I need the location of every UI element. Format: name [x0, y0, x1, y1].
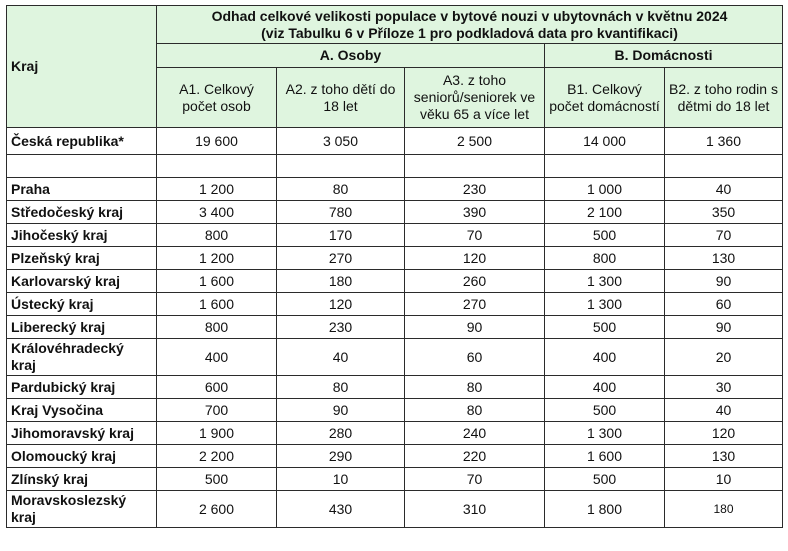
column-header-a2: A2. z toho dětí do 18 let — [277, 68, 405, 128]
cell-a1: 1 600 — [157, 270, 277, 293]
cell-a1: 800 — [157, 316, 277, 339]
cell-a2: 3 050 — [277, 128, 405, 155]
cell-a1: 1 200 — [157, 178, 277, 201]
row-name: Karlovarský kraj — [7, 270, 157, 293]
cell-a2: 40 — [277, 339, 405, 376]
cell-a1: 1 600 — [157, 293, 277, 316]
cell-a1: 19 600 — [157, 128, 277, 155]
cell-b2: 20 — [665, 339, 783, 376]
cell-b1: 2 100 — [545, 201, 665, 224]
row-name: Středočeský kraj — [7, 201, 157, 224]
cell-b1: 500 — [545, 316, 665, 339]
table-row — [7, 376, 783, 399]
cell-a1: 500 — [157, 468, 277, 491]
cell-a2: 430 — [277, 491, 405, 528]
cell-a2: 230 — [277, 316, 405, 339]
cell-a3: 80 — [405, 376, 545, 399]
cell-b1: 500 — [545, 468, 665, 491]
row-name: Praha — [7, 178, 157, 201]
cell-b2: 130 — [665, 247, 783, 270]
cell-b2: 40 — [665, 399, 783, 422]
row-name: Pardubický kraj — [7, 376, 157, 399]
spacer-cell — [277, 155, 405, 178]
column-header-b2: B2. z toho rodin s dětmi do 18 let — [665, 68, 783, 128]
table-row — [7, 270, 783, 293]
cell-a1: 2 200 — [157, 445, 277, 468]
table-wrapper — [6, 5, 783, 528]
row-name: Jihočeský kraj — [7, 224, 157, 247]
cell-b2: 90 — [665, 270, 783, 293]
cell-b1: 800 — [545, 247, 665, 270]
cell-a3: 230 — [405, 178, 545, 201]
cell-b2: 90 — [665, 316, 783, 339]
cell-b1: 1 600 — [545, 445, 665, 468]
cell-a3: 240 — [405, 422, 545, 445]
spacer-cell — [545, 155, 665, 178]
row-name: Ústecký kraj — [7, 293, 157, 316]
cell-a3: 2 500 — [405, 128, 545, 155]
cell-a2: 80 — [277, 376, 405, 399]
cell-a3: 390 — [405, 201, 545, 224]
cell-a2: 10 — [277, 468, 405, 491]
row-name: Plzeňský kraj — [7, 247, 157, 270]
cell-b2: 120 — [665, 422, 783, 445]
table-row-total — [7, 128, 783, 155]
table-row — [7, 224, 783, 247]
cell-b1: 1 800 — [545, 491, 665, 528]
cell-a2: 280 — [277, 422, 405, 445]
cell-a1: 400 — [157, 339, 277, 376]
column-header-a3: A3. z toho seniorů/seniorek ve věku 65 a více let — [405, 68, 545, 128]
table-title — [157, 6, 783, 44]
cell-b1: 1 000 — [545, 178, 665, 201]
table-row — [7, 247, 783, 270]
population-table — [6, 5, 783, 528]
table-row — [7, 293, 783, 316]
cell-b2: 30 — [665, 376, 783, 399]
cell-b2: 40 — [665, 178, 783, 201]
spacer-cell — [157, 155, 277, 178]
table-row — [7, 178, 783, 201]
cell-a3: 310 — [405, 491, 545, 528]
table-row — [7, 468, 783, 491]
cell-a1: 700 — [157, 399, 277, 422]
cell-a3: 260 — [405, 270, 545, 293]
spacer-cell — [7, 155, 157, 178]
cell-a1: 2 600 — [157, 491, 277, 528]
row-name: Moravskoslezský kraj — [7, 491, 157, 528]
cell-b2: 1 360 — [665, 128, 783, 155]
table-row — [7, 422, 783, 445]
cell-b1: 400 — [545, 376, 665, 399]
table-row — [7, 491, 783, 528]
cell-a3: 270 — [405, 293, 545, 316]
table-row — [7, 445, 783, 468]
table-row — [7, 316, 783, 339]
cell-a1: 600 — [157, 376, 277, 399]
cell-a2: 270 — [277, 247, 405, 270]
row-name: Královéhradecký kraj — [7, 339, 157, 376]
column-header-a1: A1. Celkový počet osob — [157, 68, 277, 128]
cell-a3: 220 — [405, 445, 545, 468]
column-header-b1: B1. Celkový počet domácností — [545, 68, 665, 128]
cell-b1: 400 — [545, 339, 665, 376]
cell-a3: 70 — [405, 468, 545, 491]
cell-a3: 60 — [405, 339, 545, 376]
spacer-cell — [405, 155, 545, 178]
row-name: Jihomoravský kraj — [7, 422, 157, 445]
cell-b1: 14 000 — [545, 128, 665, 155]
cell-b2: 350 — [665, 201, 783, 224]
cell-b1: 1 300 — [545, 270, 665, 293]
group-a-header: A. Osoby — [157, 44, 545, 68]
cell-a2: 290 — [277, 445, 405, 468]
cell-a3: 70 — [405, 224, 545, 247]
cell-a3: 80 — [405, 399, 545, 422]
table-title-line1: Odhad celkové velikosti populace v bytové nouzi v ubytovnách v květnu 2024 — [211, 7, 728, 24]
cell-b1: 1 300 — [545, 293, 665, 316]
cell-b1: 500 — [545, 399, 665, 422]
cell-b2: 10 — [665, 468, 783, 491]
row-name: Olomoucký kraj — [7, 445, 157, 468]
table-title-line2: (viz Tabulku 6 v Příloze 1 pro podkladová data pro kvantifikaci) — [261, 24, 678, 41]
table-row — [7, 339, 783, 376]
cell-a2: 780 — [277, 201, 405, 224]
kraj-header: Kraj — [7, 6, 157, 128]
cell-b2: 130 — [665, 445, 783, 468]
cell-a2: 80 — [277, 178, 405, 201]
table-row — [7, 399, 783, 422]
cell-b1: 500 — [545, 224, 665, 247]
cell-b2: 180 — [665, 491, 783, 528]
cell-a3: 120 — [405, 247, 545, 270]
row-name: Česká republika* — [7, 128, 157, 155]
row-name: Kraj Vysočina — [7, 399, 157, 422]
cell-a1: 800 — [157, 224, 277, 247]
table-row — [7, 201, 783, 224]
cell-a2: 180 — [277, 270, 405, 293]
cell-a2: 170 — [277, 224, 405, 247]
cell-a2: 120 — [277, 293, 405, 316]
row-name: Liberecký kraj — [7, 316, 157, 339]
cell-a3: 90 — [405, 316, 545, 339]
cell-b2: 70 — [665, 224, 783, 247]
group-b-header: B. Domácnosti — [545, 44, 783, 68]
spacer-cell — [665, 155, 783, 178]
cell-a1: 3 400 — [157, 201, 277, 224]
cell-a1: 1 200 — [157, 247, 277, 270]
cell-b2: 60 — [665, 293, 783, 316]
spacer-row — [7, 155, 783, 178]
row-name: Zlínský kraj — [7, 468, 157, 491]
cell-a2: 90 — [277, 399, 405, 422]
cell-b1: 1 300 — [545, 422, 665, 445]
cell-a1: 1 900 — [157, 422, 277, 445]
